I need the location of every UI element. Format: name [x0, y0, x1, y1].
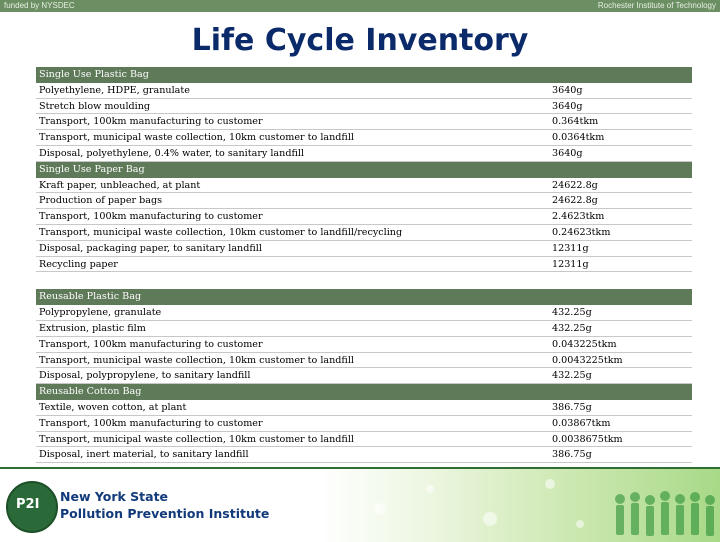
table-row [36, 257, 692, 273]
section-header-label: Single Use Plastic Bag [39, 69, 149, 80]
amount-value: 2.4623tkm [552, 211, 605, 223]
section-header [36, 67, 692, 83]
table-row [36, 209, 692, 225]
process-label: Transport, 100km manufacturing to customer [39, 116, 263, 128]
table-row [36, 321, 692, 337]
decorative-banner-image [320, 469, 720, 542]
amount-value: 386.75g [552, 401, 592, 413]
amount-value: 432.25g [552, 370, 592, 382]
amount-value: 3640g [552, 84, 583, 96]
section-header [36, 289, 692, 305]
table-row [36, 178, 692, 194]
amount-value: 3640g [552, 147, 583, 159]
table-row [36, 416, 692, 432]
amount-value: 0.364tkm [552, 116, 599, 128]
section-header-label: Reusable Plastic Bag [39, 291, 142, 303]
table-row [36, 447, 692, 463]
table-row [36, 146, 692, 162]
table-row [36, 305, 692, 321]
amount-value: 0.043225tkm [552, 338, 617, 350]
amount-value: 12311g [552, 258, 589, 270]
section-header-label: Single Use Paper Bag [39, 163, 145, 175]
org-name-line2: Pollution Prevention Institute [60, 506, 270, 521]
process-label: Polypropylene, granulate [39, 307, 162, 319]
table-row [36, 368, 692, 384]
process-label: Kraft paper, unbleached, at plant [39, 179, 201, 191]
process-label: Transport, municipal waste collection, 10km customer to landfill [39, 132, 354, 144]
amount-value: 24622.8g [552, 195, 598, 207]
institution-credit: Rochester Institute of Technology [597, 1, 716, 10]
process-label: Disposal, packaging paper, to sanitary landfill [39, 242, 262, 254]
process-label: Extrusion, plastic film [39, 322, 146, 334]
amount-value: 432.25g [552, 307, 592, 319]
amount-value: 0.03867tkm [552, 417, 611, 429]
table-row [36, 225, 692, 241]
table-row [36, 337, 692, 353]
process-label: Recycling paper [39, 258, 118, 270]
section-gap [36, 272, 692, 289]
table-row [36, 400, 692, 416]
amount-value: 0.0038675tkm [552, 433, 623, 445]
amount-value: 0.0043225tkm [552, 354, 623, 366]
inventory-table [36, 67, 692, 463]
process-label: Transport, 100km manufacturing to customer [39, 338, 263, 350]
process-label: Production of paper bags [39, 195, 163, 207]
process-label: Transport, 100km manufacturing to customer [39, 417, 263, 429]
table-row [36, 83, 692, 99]
amount-value: 0.0364tkm [552, 132, 605, 144]
table-row [36, 130, 692, 146]
logo-text: P2I [16, 497, 40, 512]
table-row [36, 432, 692, 448]
process-label: Transport, 100km manufacturing to customer [39, 211, 263, 223]
process-label: Disposal, inert material, to sanitary landfill [39, 449, 249, 461]
table-row [36, 114, 692, 130]
process-label: Textile, woven cotton, at plant [39, 401, 187, 413]
amount-value: 24622.8g [552, 179, 598, 191]
table-row [36, 241, 692, 257]
amount-value: 3640g [552, 100, 583, 112]
section-header [36, 384, 692, 400]
process-label: Disposal, polypropylene, to sanitary landfill [39, 370, 251, 382]
section-header-label: Reusable Cotton Bag [39, 386, 142, 398]
amount-value: 0.24623tkm [552, 226, 611, 238]
process-label: Transport, municipal waste collection, 10km customer to landfill [39, 433, 354, 445]
page-title: Life Cycle Inventory [191, 23, 529, 58]
table-row [36, 193, 692, 209]
amount-value: 12311g [552, 242, 589, 254]
process-label: Transport, municipal waste collection, 10km customer to landfill/recycling [39, 226, 403, 238]
process-label: Transport, municipal waste collection, 10km customer to landfill [39, 354, 354, 366]
top-banner [0, 0, 720, 12]
footer [0, 467, 720, 542]
process-label: Polyethylene, HDPE, granulate [39, 84, 190, 96]
section-header [36, 162, 692, 178]
process-label: Disposal, polyethylene, 0.4% water, to sanitary landfill [39, 147, 305, 159]
process-label: Stretch blow moulding [39, 100, 151, 112]
org-name-line1: New York State [60, 489, 169, 504]
funding-credit: funded by NYSDEC [4, 1, 75, 10]
people-silhouette-graphic [320, 469, 720, 542]
amount-value: 386.75g [552, 449, 592, 461]
table-row [36, 353, 692, 369]
table-row [36, 99, 692, 115]
amount-value: 432.25g [552, 322, 592, 334]
